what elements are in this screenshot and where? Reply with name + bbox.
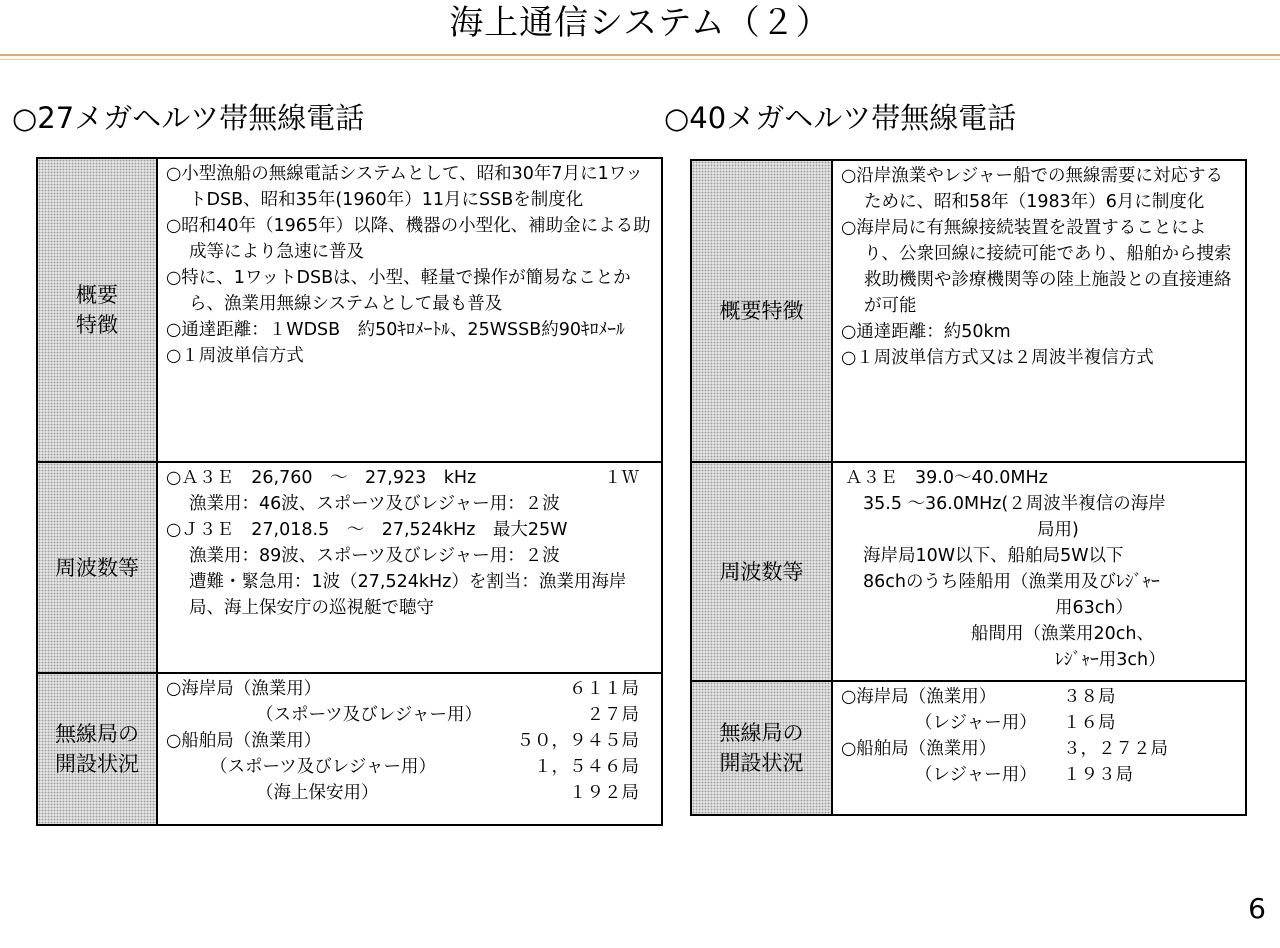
frequency-cell [157, 462, 662, 673]
list-item: ○特に、1ワットDSBは、小型、軽量で操作が簡易なことから、漁業用無線システムとして最も普及 [166, 268, 631, 314]
list-item: ○沿岸漁業やレジャー船での無線需要に対応するために、昭和58年（1983年）6月に制度化 [841, 166, 1223, 212]
row-label-overview: 概要特徴 [691, 160, 832, 462]
section-heading-40mhz: ○40メガヘルツ帯無線電話 [664, 101, 1017, 135]
table-row-overview [691, 160, 1246, 462]
page-number: 6 [1248, 892, 1266, 925]
station-line: ○船舶局（漁業用） ３，２７２局 [841, 739, 1168, 759]
freq-line: 漁業用：46波、スポーツ及びレジャー用：２波 [189, 494, 560, 514]
freq-line: 局用) [1037, 520, 1079, 540]
title-underline [0, 54, 1280, 56]
row-label-frequency: 周波数等 [691, 462, 832, 681]
row-label-overview: 概要 特徴 [37, 158, 157, 462]
station-line: （レジャー用） １９３局 [915, 765, 1133, 785]
overview-cell [832, 160, 1246, 462]
table-row-stations [37, 673, 662, 825]
freq-line: ﾚｼﾞｬｰ用3ch） [1055, 650, 1166, 670]
page-title: 海上通信システム（２） [449, 3, 831, 43]
freq-line: 船間用（漁業用20ch、 [971, 624, 1154, 644]
frequency-cell [832, 462, 1246, 681]
title-underline-thin [0, 59, 1280, 60]
spec-table-27mhz [36, 157, 663, 826]
station-line: （海上保安用） １９２局 [256, 783, 639, 803]
station-line: （スポーツ及びレジャー用） １，５４６局 [210, 757, 639, 777]
row-label-stations: 無線局の 開設状況 [691, 681, 832, 815]
list-item: ○昭和40年（1965年）以降、機器の小型化、補助金による助成等により急速に普及 [166, 216, 651, 262]
list-item: ○小型漁船の無線電話システムとして、昭和30年7月に1ワットDSB、昭和35年(1960年）11月にSSBを制度化 [166, 164, 643, 210]
freq-line: 漁業用：89波、スポーツ及びレジャー用：２波 [189, 546, 560, 566]
row-label-stations: 無線局の 開設状況 [37, 673, 157, 825]
station-line: ○海岸局（漁業用） ３８局 [841, 687, 1116, 707]
spec-table-40mhz [690, 159, 1247, 816]
freq-line: ○Ｊ３Ｅ 27,018.5 ～ 27,524kHz 最大25W [166, 520, 568, 540]
table-row-frequency [691, 462, 1246, 681]
table-row-frequency [37, 462, 662, 673]
freq-line: 遭難・緊急用：1波（27,524kHz）を割当：漁業用海岸局、海上保安庁の巡視艇で聴守 [189, 572, 627, 618]
station-line: （スポーツ及びレジャー用） ２７局 [256, 705, 639, 725]
station-line: ○船舶局（漁業用） ５０，９４５局 [166, 731, 639, 751]
list-item: ○１周波単信方式又は２周波半複信方式 [841, 348, 1154, 368]
row-label-frequency: 周波数等 [37, 462, 157, 673]
freq-line: 35.5 ～36.0MHz(２周波半複信の海岸 [863, 494, 1166, 514]
list-item: ○通達距離：１WDSB 約50ｷﾛﾒｰﾄﾙ、25WSSB約90ｷﾛﾒｰﾙ [166, 320, 625, 340]
freq-line: Ａ３Ｅ 39.0～40.0MHz [845, 468, 1048, 488]
list-item: ○１周波単信方式 [166, 346, 304, 366]
freq-line: 用63ch） [1055, 598, 1133, 618]
station-line: ○海岸局（漁業用） ６１１局 [166, 679, 639, 699]
stations-cell [832, 681, 1246, 815]
freq-power: １Ｗ [604, 468, 639, 488]
table-row-stations [691, 681, 1246, 815]
list-item: ○海岸局に有無線接続装置を設置することにより、公衆回線に接続可能であり、船舶から捜索救助機関や診療機関等の陸上施設との直接連絡が可能 [841, 218, 1232, 316]
station-line: （レジャー用） １６局 [915, 713, 1116, 733]
freq-line: 86chのうち陸船用（漁業用及びﾚｼﾞｬｰ [863, 572, 1160, 592]
freq-line: 海岸局10W以下、船舶局5W以下 [863, 546, 1124, 566]
freq-line: ○Ａ３Ｅ 26,760 ～ 27,923 kHz [166, 468, 477, 488]
stations-cell [157, 673, 662, 825]
table-row-overview [37, 158, 662, 462]
section-heading-27mhz: ○27メガヘルツ帯無線電話 [12, 101, 365, 135]
list-item: ○通達距離：約50km [841, 322, 1011, 342]
overview-cell [157, 158, 662, 462]
